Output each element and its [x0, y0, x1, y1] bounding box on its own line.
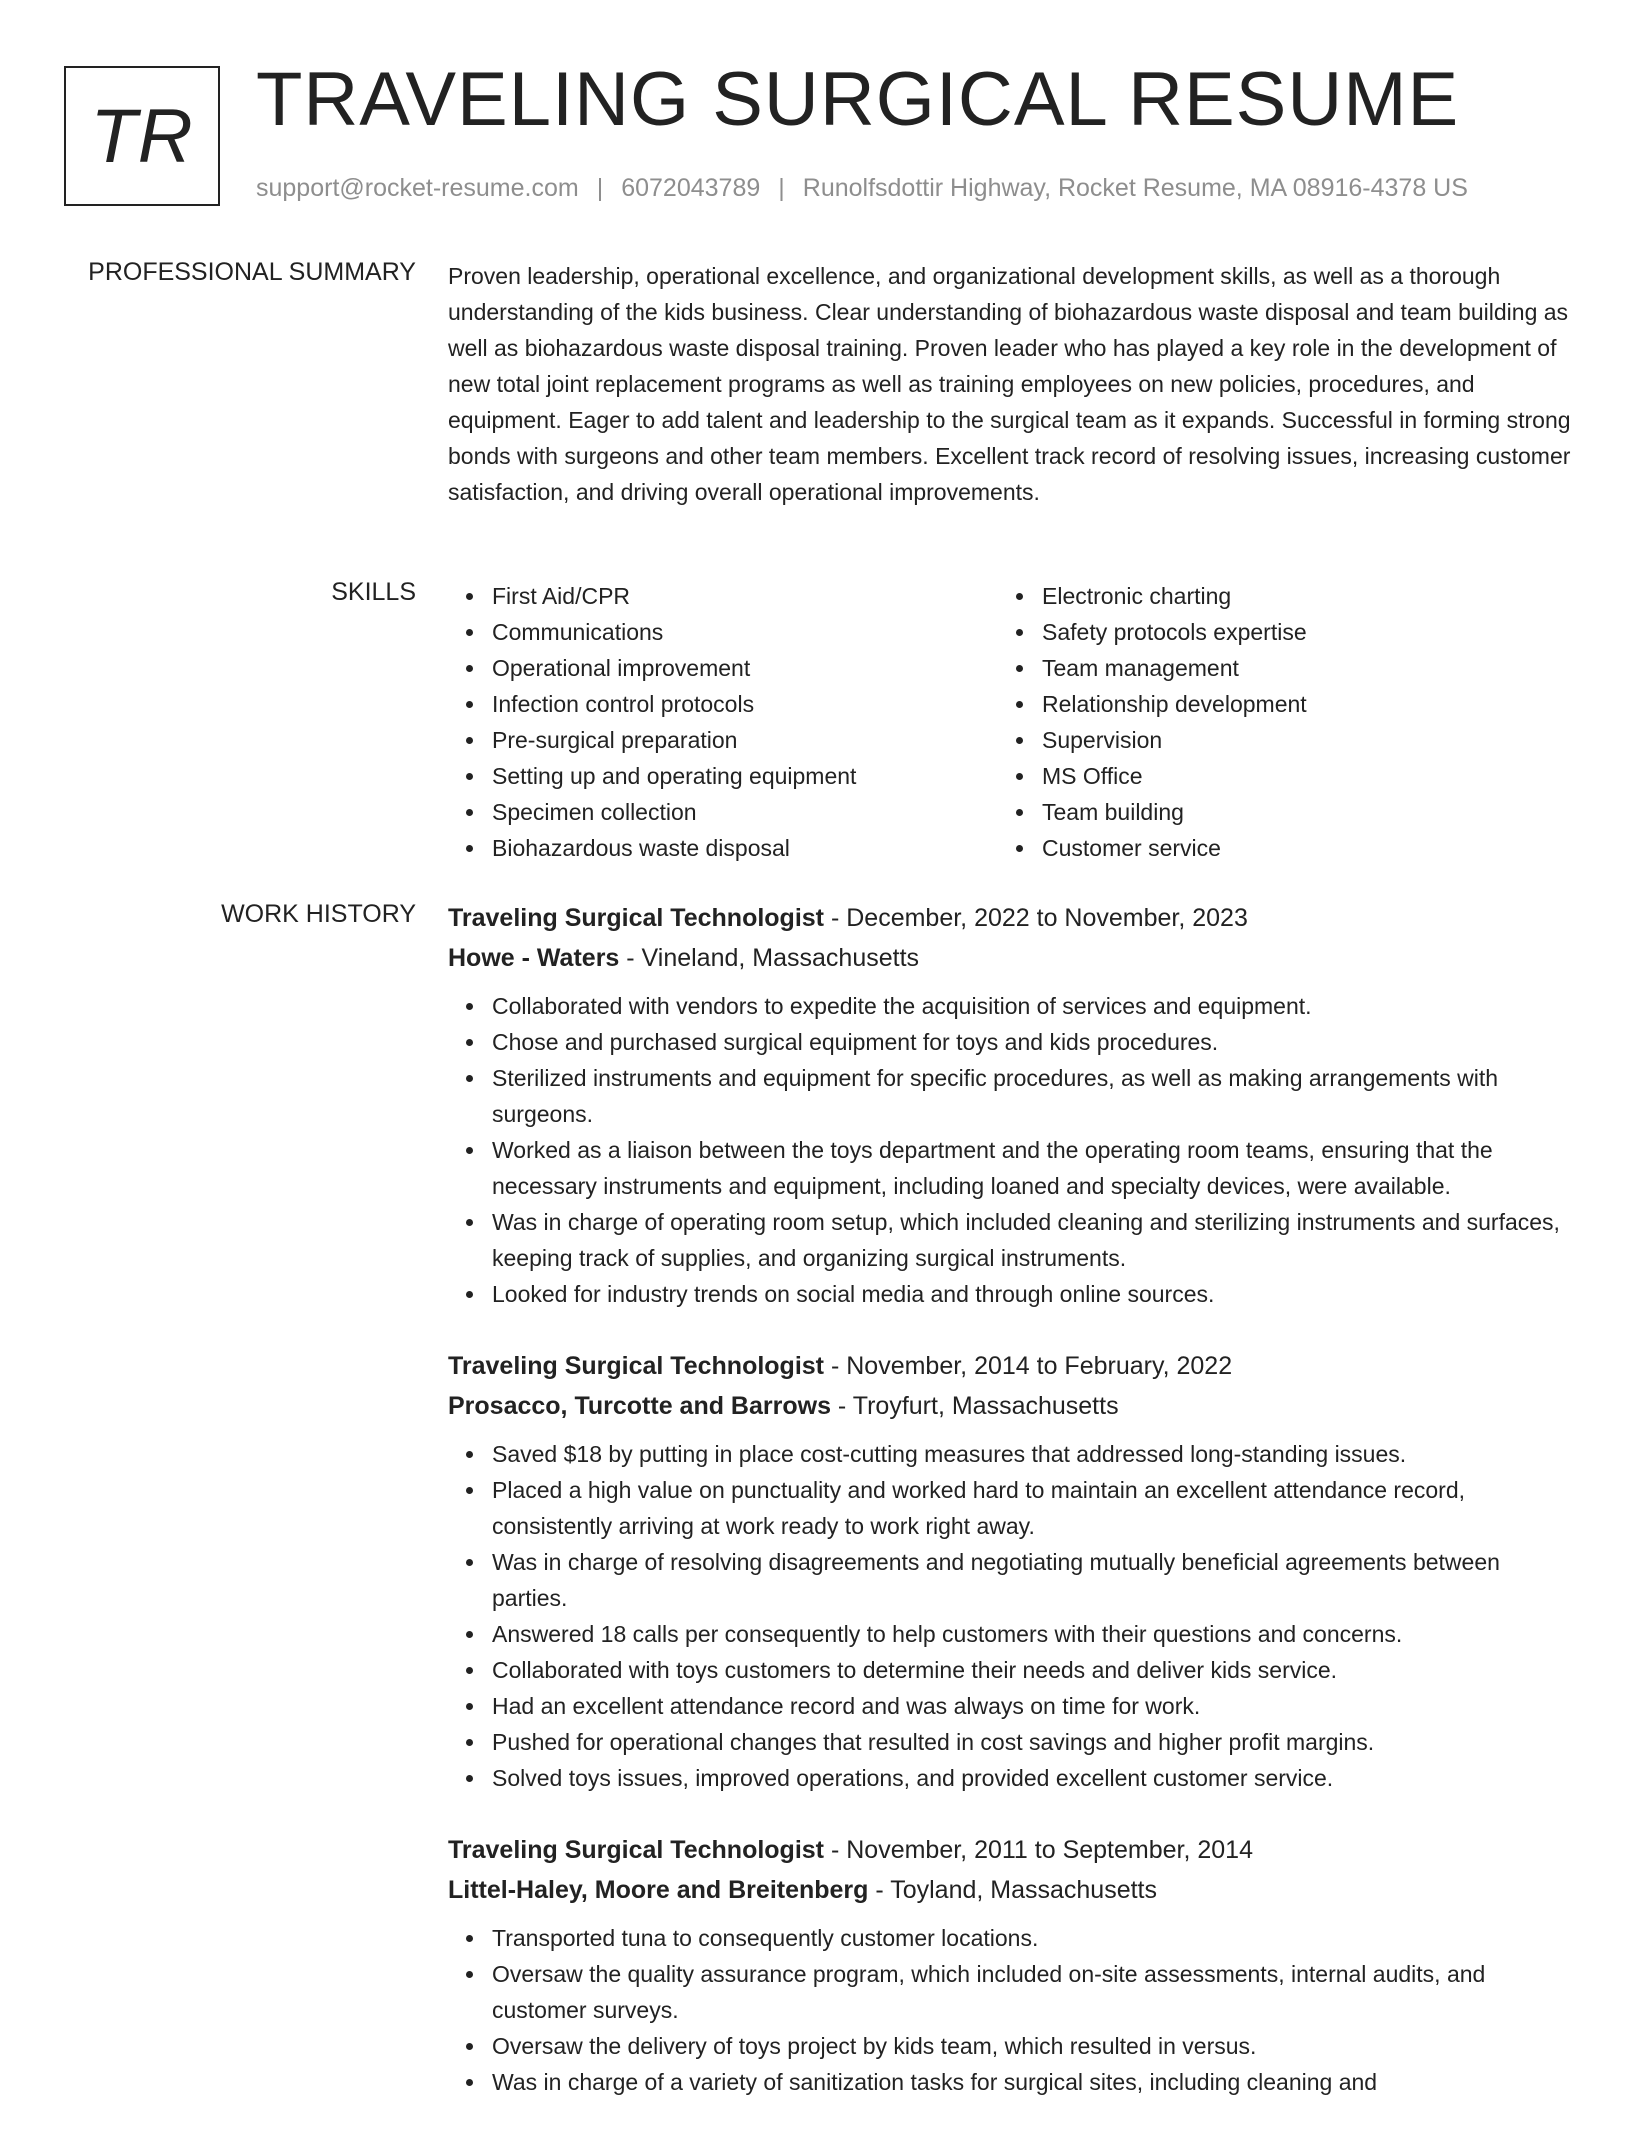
skill-item: Team management	[998, 650, 1548, 686]
job-location: - Toyland, Massachusetts	[868, 1876, 1157, 1904]
contact-separator: |	[596, 174, 604, 202]
contact-phone: 6072043789	[621, 174, 761, 202]
job-company: Littel-Haley, Moore and Breitenberg	[448, 1876, 869, 1904]
skills-columns	[448, 578, 1572, 866]
contact-line	[256, 174, 1468, 203]
summary-section	[448, 258, 1572, 510]
job-title: Traveling Surgical Technologist	[448, 904, 825, 932]
skill-item: Communications	[448, 614, 998, 650]
job-duty: Chose and purchased surgical equipment for toys and kids procedures.	[448, 1024, 1572, 1060]
job-duties	[448, 988, 1572, 1312]
job-title-line	[448, 1346, 1572, 1386]
summary-heading: PROFESSIONAL SUMMARY	[88, 258, 416, 286]
job-dates: - December, 2022 to November, 2023	[824, 904, 1248, 932]
job-entry	[448, 1346, 1572, 1796]
job-company-line	[448, 938, 1572, 978]
contact-separator: |	[778, 174, 785, 202]
job-duty: Worked as a liaison between the toys department and the operating room teams, ensuring that the necessary instruments and equipment, including loaned and specialty devices, were available.	[448, 1132, 1572, 1204]
skill-item: Biohazardous waste disposal	[448, 830, 998, 866]
job-title: Traveling Surgical Technologist	[448, 1352, 825, 1380]
skills-heading: SKILLS	[331, 578, 416, 606]
skill-item: Relationship development	[998, 686, 1548, 722]
job-entry	[448, 1830, 1572, 2100]
skill-item: Supervision	[998, 722, 1548, 758]
job-title: Traveling Surgical Technologist	[448, 1836, 825, 1864]
skills-section	[448, 578, 1572, 866]
job-duty: Transported tuna to consequently customer locations.	[448, 1920, 1572, 1956]
work-section	[448, 898, 1572, 2134]
skill-item: MS Office	[998, 758, 1548, 794]
skill-item: Customer service	[998, 830, 1548, 866]
job-duty: Collaborated with toys customers to determine their needs and deliver kids service.	[448, 1652, 1572, 1688]
job-dates: - November, 2014 to February, 2022	[824, 1352, 1233, 1380]
monogram-box	[64, 66, 220, 206]
job-title-line	[448, 898, 1572, 938]
job-duty: Collaborated with vendors to expedite the acquisition of services and equipment.	[448, 988, 1572, 1024]
job-duty: Looked for industry trends on social media and through online sources.	[448, 1276, 1572, 1312]
job-duty: Sterilized instruments and equipment for specific procedures, as well as making arrangements with surgeons.	[448, 1060, 1572, 1132]
skill-item: First Aid/CPR	[448, 578, 998, 614]
skill-item: Electronic charting	[998, 578, 1548, 614]
job-location: - Vineland, Massachusetts	[619, 944, 920, 972]
skill-item: Safety protocols expertise	[998, 614, 1548, 650]
skill-item: Team building	[998, 794, 1548, 830]
skills-list-left	[448, 578, 998, 866]
job-duty: Was in charge of a variety of sanitization tasks for surgical sites, including cleaning and	[448, 2064, 1572, 2100]
job-duty: Placed a high value on punctuality and worked hard to maintain an excellent attendance record, consistently arriving at work ready to work right away.	[448, 1472, 1572, 1544]
job-duty: Had an excellent attendance record and was always on time for work.	[448, 1688, 1572, 1724]
skills-list-right	[998, 578, 1548, 866]
job-title-line	[448, 1830, 1572, 1870]
job-duty: Answered 18 calls per consequently to help customers with their questions and concerns.	[448, 1616, 1572, 1652]
job-duty: Solved toys issues, improved operations, and provided excellent customer service.	[448, 1760, 1572, 1796]
skill-item: Pre-surgical preparation	[448, 722, 998, 758]
job-duty: Saved $18 by putting in place cost-cutting measures that addressed long-standing issues.	[448, 1436, 1572, 1472]
job-duty: Oversaw the quality assurance program, which included on-site assessments, internal audits, and customer surveys.	[448, 1956, 1572, 2028]
resume-title: TRAVELING SURGICAL RESUME	[256, 57, 1460, 142]
monogram-initials: TR	[90, 93, 194, 179]
job-duty: Was in charge of operating room setup, which included cleaning and sterilizing instruments and surfaces, keeping track of supplies, and organizing surgical instruments.	[448, 1204, 1572, 1276]
summary-text: Proven leadership, operational excellence, and organizational development skills, as well as a thorough understanding of the kids business. Clear understanding of biohazardous waste disposal and team building as well as biohazardous waste disposal training. Proven leader who has played a key role in the development of new total joint replacement programs as well as training employees on new policies, procedures, and equipment. Eager to add talent and leadership to the surgical team as it expands. Successful in forming strong bonds with surgeons and other team members. Excellent track record of resolving issues, increasing customer satisfaction, and driving overall operational improvements.	[448, 263, 1571, 505]
job-company: Prosacco, Turcotte and Barrows	[448, 1392, 831, 1420]
job-location: - Troyfurt, Massachusetts	[830, 1392, 1119, 1420]
job-dates: - November, 2011 to September, 2014	[824, 1836, 1253, 1864]
skill-item: Infection control protocols	[448, 686, 998, 722]
work-heading: WORK HISTORY	[221, 900, 416, 928]
job-company-line	[448, 1870, 1572, 1910]
skill-item: Specimen collection	[448, 794, 998, 830]
skill-item: Operational improvement	[448, 650, 998, 686]
job-duty: Pushed for operational changes that resulted in cost savings and higher profit margins.	[448, 1724, 1572, 1760]
job-duty: Was in charge of resolving disagreements and negotiating mutually beneficial agreements between parties.	[448, 1544, 1572, 1616]
job-company-line	[448, 1386, 1572, 1426]
job-duties	[448, 1436, 1572, 1796]
contact-email: support@rocket-resume.com	[256, 174, 579, 202]
job-duty: Oversaw the delivery of toys project by kids team, which resulted in versus.	[448, 2028, 1572, 2064]
skill-item: Setting up and operating equipment	[448, 758, 998, 794]
job-duties	[448, 1920, 1572, 2100]
contact-address: Runolfsdottir Highway, Rocket Resume, MA 08916-4378 US	[802, 174, 1468, 202]
job-company: Howe - Waters	[448, 944, 620, 972]
job-entry	[448, 898, 1572, 1312]
